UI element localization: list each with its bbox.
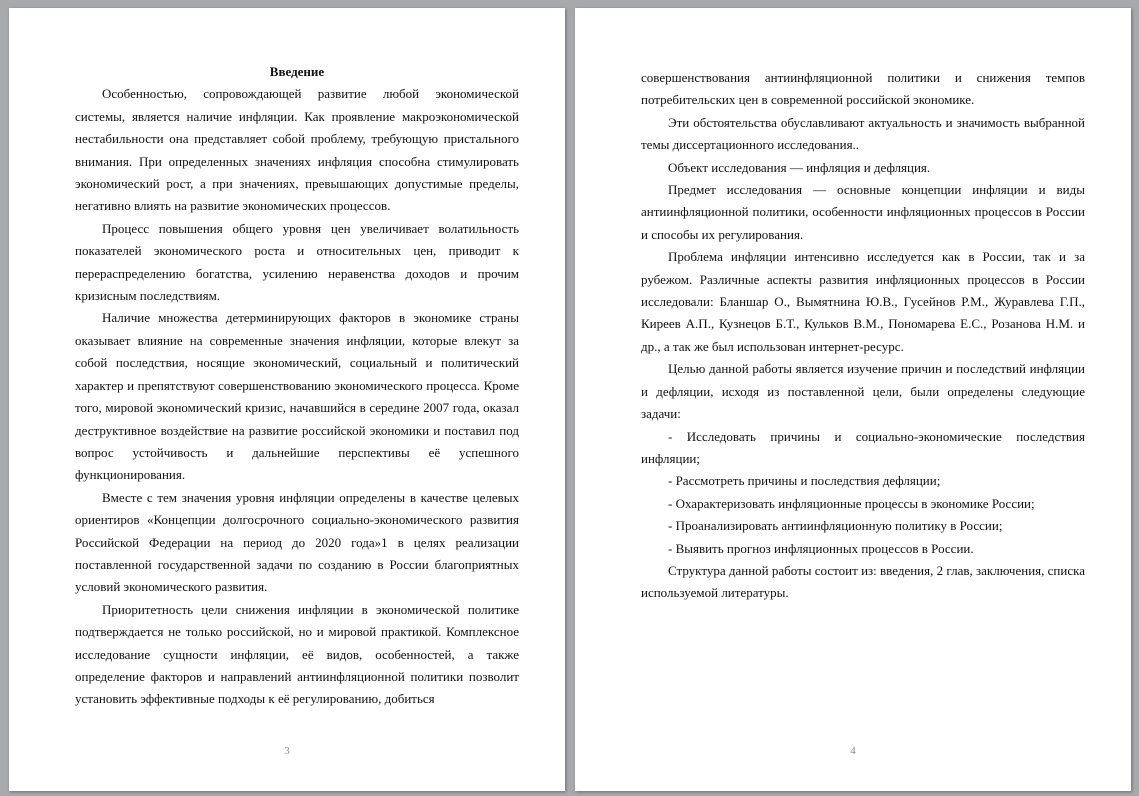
paragraph: Вместе с тем значения уровня инфляции определены в качестве целевых ориентиров «Концепции долгосрочного социально-экономического развития Российской Федерации на период до 2020 года»1 в целях реализации поставленной государственной задачи по созданию в России благоприятных условий экономического развития. (75, 489, 519, 595)
paragraph: Целью данной работы является изучение причин и последствий инфляции и дефляции, исходя из поставленной цели, были определены следующие задачи: (641, 361, 1085, 422)
page-content (641, 67, 1085, 605)
list-item: - Рассмотреть причины и последствия дефляции; (668, 473, 941, 489)
list-item: - Охарактеризовать инфляционные процессы в экономике России; (668, 495, 1035, 511)
paragraph: Структура данной работы состоит из: введения, 2 глав, заключения, списка используемой литературы. (641, 562, 1085, 601)
document-page-left (9, 8, 565, 791)
list-item: - Проанализировать антиинфляционную политику в России; (668, 518, 1003, 534)
list-item: - Выявить прогноз инфляционных процессов в России. (668, 540, 974, 556)
paragraph: Объект исследования — инфляция и дефляция. (668, 159, 931, 175)
paragraph: Проблема инфляции интенсивно исследуется как в России, так и за рубежом. Различные аспекты развития инфляционных процессов в России исследовали: Бланшар О., Вымятнина Ю.В., Гусейнов Р.М., Журавлева Г.П., Киреев А.П., Кузнецов Б.Т., Кульков В.М., Пономарева Е.С., Розанова Н.М. и др., а так же был использован интернет-ресурс. (641, 249, 1085, 354)
paragraph: Процесс повышения общего уровня цен увеличивает волатильность показателей экономического роста и относительных цен, приводит к перераспределению богатства, усилению неравенства доходов и прочим кризисным последствиям. (75, 220, 519, 304)
section-title: Введение (269, 64, 325, 79)
paragraph: Приоритетность цели снижения инфляции в экономической политике подтверждается не только российской, но и мировой практикой. Комплексное исследование сущности инфляции, её видов, особенностей, а также определение факторов и направлений антиинфляционной политики позволит установить эффективные подходы к её регулированию, добиться (75, 601, 519, 707)
list-item: - Исследовать причины и социально-экономические последствия инфляции; (641, 428, 1085, 466)
paragraph-continuation: совершенствования антиинфляционной политики и снижения темпов потребительских цен в современной российской экономике. (641, 70, 1085, 108)
document-page-right (575, 8, 1131, 791)
page-number: 3 (284, 745, 290, 757)
paragraph: Предмет исследования — основные концепции инфляции и виды антиинфляционной политики, особенности инфляционных процессов в России и способы их регулирования. (641, 182, 1085, 242)
page-number: 4 (850, 745, 856, 757)
paragraph: Эти обстоятельства обуславливают актуальность и значимость выбранной темы диссертационного исследования.. (641, 114, 1085, 153)
paragraph: Наличие множества детерминирующих факторов в экономике страны оказывает влияние на современные значения инфляции, которые влекут за собой последствия, носящие экономический, социальный и политический характер и препятствуют совершенствованию экономического процесса. Кроме того, мировой экономический кризис, начавшийся в середине 2007 года, оказал деструктивное воздействие на развитие российской экономики и поставил под вопрос устойчивость и дальнейшие перспективы её успешного функционирования. (75, 310, 519, 483)
paragraph: Особенностью, сопровождающей развитие любой экономической системы, является наличие инфляции. Как проявление макроэкономической нестабильности она представляет собой проблему, требующую пристального внимания. При определенных значениях инфляция способна стимулировать экономический рост, а при значениях, превышающих допустимые пределы, негативно влиять на развитие экономических процессов. (75, 86, 519, 214)
page-content (75, 61, 519, 711)
